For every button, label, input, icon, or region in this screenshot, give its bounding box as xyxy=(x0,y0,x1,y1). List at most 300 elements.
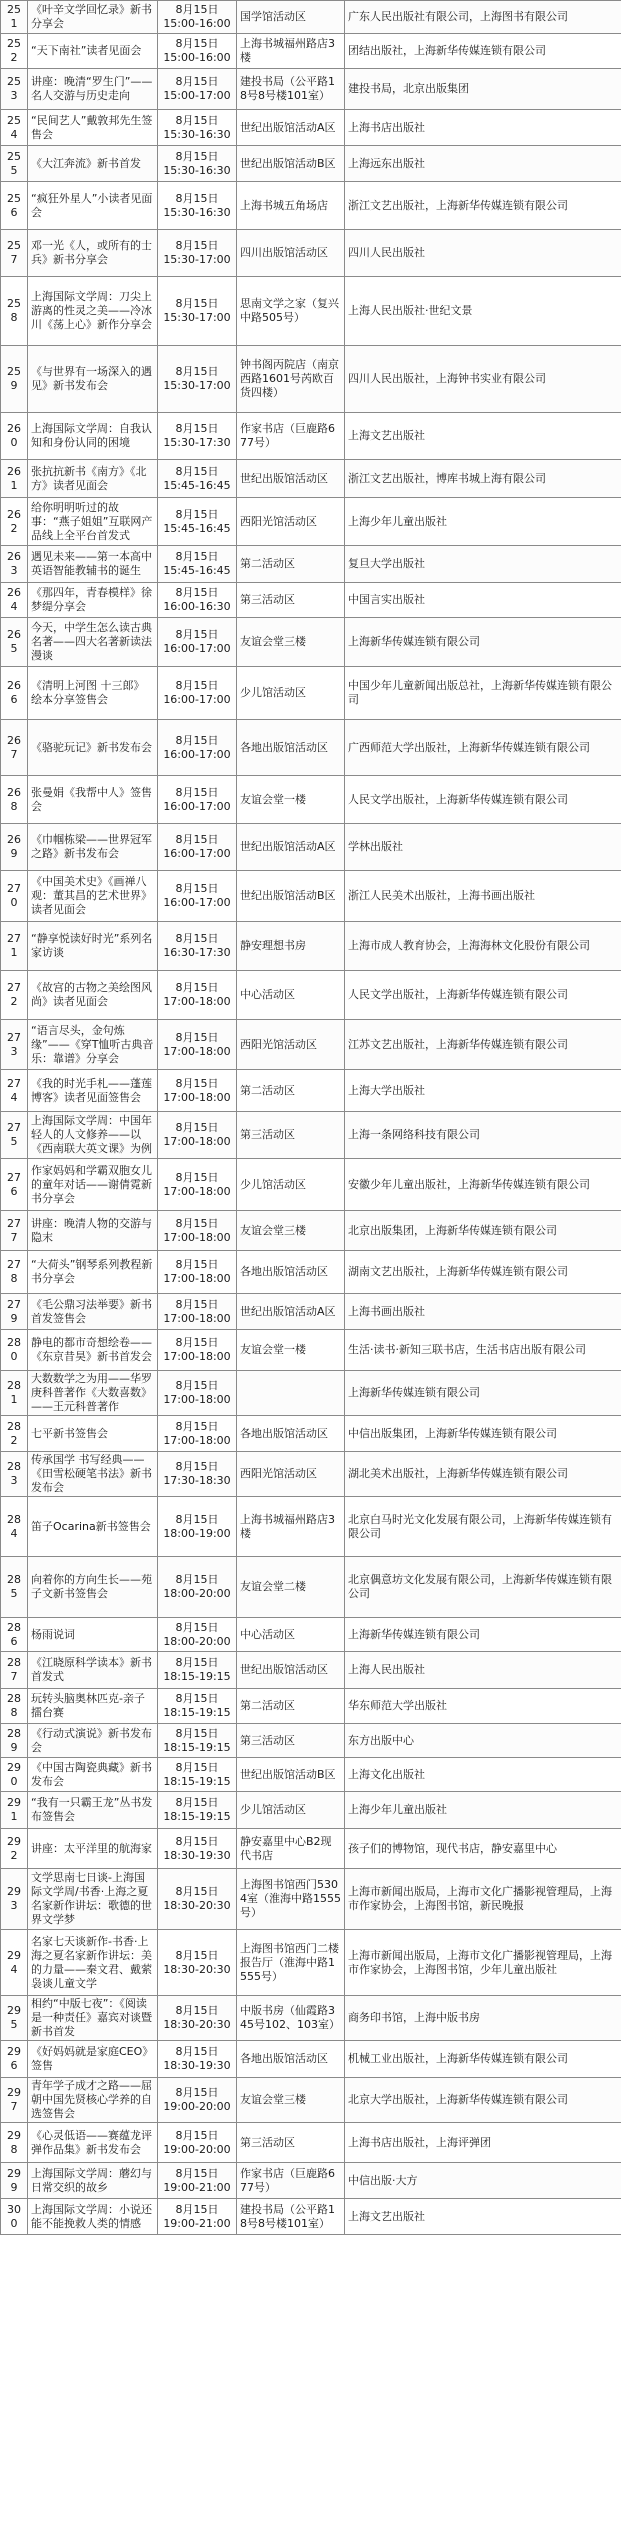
table-row xyxy=(1,1416,621,1452)
event-time: 18:00-20:00 xyxy=(163,1587,231,1600)
event-time: 15:30-17:00 xyxy=(163,253,231,266)
event-time: 16:30-17:30 xyxy=(163,946,231,959)
event-date: 8月15日 xyxy=(175,37,219,50)
event-date: 8月15日 xyxy=(175,3,219,16)
table-row xyxy=(1,871,621,922)
event-time: 15:30-16:30 xyxy=(163,163,231,177)
row-number: 258 xyxy=(1,277,28,346)
event-title: 今天，中学生怎么读古典名著——四大名著新读法漫谈 xyxy=(28,618,158,667)
event-datetime xyxy=(158,871,237,922)
event-title: “大荷头”钢琴系列教程新书分享会 xyxy=(28,1251,158,1294)
table-row xyxy=(1,1,621,34)
row-number: 286 xyxy=(1,1618,28,1652)
event-organizer: 广西师范大学出版社，上海新华传媒连锁有限公司 xyxy=(345,720,621,776)
event-venue: 中心活动区 xyxy=(237,971,345,1020)
event-datetime xyxy=(158,1618,237,1652)
event-organizer: 复旦大学出版社 xyxy=(345,546,621,583)
event-time: 19:00-20:00 xyxy=(163,2100,231,2113)
event-date: 8月15日 xyxy=(175,75,219,88)
event-organizer: 北京大学出版社，上海新华传媒连锁有限公司 xyxy=(345,2078,621,2123)
event-time: 18:00-19:00 xyxy=(163,1526,231,1540)
event-datetime xyxy=(158,1112,237,1159)
event-date: 8月15日 xyxy=(175,2202,219,2216)
table-row xyxy=(1,2123,621,2163)
event-venue: 西阳光馆活动区 xyxy=(237,498,345,546)
table-row xyxy=(1,1497,621,1557)
event-date: 8月15日 xyxy=(175,1297,219,1311)
event-datetime xyxy=(158,277,237,346)
event-venue: 西阳光馆活动区 xyxy=(237,1452,345,1497)
event-organizer: 东方出版中心 xyxy=(345,1724,621,1758)
event-venue: 上海书城福州路店3楼 xyxy=(237,1497,345,1557)
event-organizer: 上海人民出版社·世纪文景 xyxy=(345,277,621,346)
event-organizer: 上海书店出版社，上海评弹团 xyxy=(345,2123,621,2163)
event-venue: 第二活动区 xyxy=(237,1689,345,1724)
event-datetime xyxy=(158,1159,237,1211)
row-number: 256 xyxy=(1,182,28,230)
event-venue: 国学馆活动区 xyxy=(237,1,345,34)
event-title: 上海国际文学周：小说还能不能挽救人类的情感 xyxy=(28,2199,158,2235)
row-number: 278 xyxy=(1,1251,28,1294)
event-time: 15:30-16:30 xyxy=(163,127,231,141)
event-time: 17:00-18:00 xyxy=(163,1135,231,1148)
event-organizer: 上海文艺出版社 xyxy=(345,2199,621,2235)
row-number: 295 xyxy=(1,1996,28,2041)
row-number: 264 xyxy=(1,583,28,618)
table-row xyxy=(1,1996,621,2041)
event-datetime xyxy=(158,1829,237,1869)
row-number: 281 xyxy=(1,1371,28,1416)
table-row xyxy=(1,413,621,460)
event-time: 17:00-18:00 xyxy=(163,1184,231,1198)
event-time: 18:15-19:15 xyxy=(163,1774,231,1788)
event-title: 大数数学之为用——华罗庚科普著作《大数喜数》——王元科普著作 xyxy=(28,1371,158,1416)
event-venue: 友谊会堂二楼 xyxy=(237,1557,345,1618)
event-date: 8月15日 xyxy=(175,239,219,252)
event-organizer: 人民文学出版社，上海新华传媒连锁有限公司 xyxy=(345,971,621,1020)
row-number: 276 xyxy=(1,1159,28,1211)
event-date: 8月15日 xyxy=(175,1948,219,1962)
event-time: 19:00-21:00 xyxy=(163,2180,231,2194)
event-organizer: 人民文学出版社，上海新华传媒连锁有限公司 xyxy=(345,776,621,824)
event-date: 8月15日 xyxy=(175,833,219,846)
event-organizer: 浙江文艺出版社，上海新华传媒连锁有限公司 xyxy=(345,182,621,230)
table-row xyxy=(1,1792,621,1829)
event-title: 《那四年，青春模样》徐梦缇分享会 xyxy=(28,583,158,618)
event-time: 16:00-17:00 xyxy=(163,799,231,813)
event-date: 8月15日 xyxy=(175,628,219,641)
row-number: 269 xyxy=(1,824,28,871)
table-row xyxy=(1,1869,621,1930)
table-row xyxy=(1,1652,621,1689)
event-datetime xyxy=(158,1371,237,1416)
event-datetime xyxy=(158,1758,237,1792)
row-number: 270 xyxy=(1,871,28,922)
event-datetime xyxy=(158,1869,237,1930)
event-time: 18:30-20:30 xyxy=(163,1962,231,1976)
table-row xyxy=(1,1251,621,1294)
event-date: 8月15日 xyxy=(175,550,219,563)
row-number: 292 xyxy=(1,1829,28,1869)
event-date: 8月15日 xyxy=(175,1834,219,1848)
table-row xyxy=(1,1330,621,1371)
table-row xyxy=(1,1557,621,1618)
event-date: 8月15日 xyxy=(175,1258,219,1271)
event-title: 《江晓原科学读本》新书首发式 xyxy=(28,1652,158,1689)
event-title: 邓一光《人，或所有的士兵》新书分享会 xyxy=(28,230,158,277)
row-number: 268 xyxy=(1,776,28,824)
event-venue: 钟书阁丙院店（南京西路1601号芮欧百货四楼） xyxy=(237,346,345,413)
event-title: 《与世界有一场深入的遇见》新书发布会 xyxy=(28,346,158,413)
event-organizer: 商务印书馆，上海中版书房 xyxy=(345,1996,621,2041)
event-title: “静享悦读好时光”系列名家访谈 xyxy=(28,922,158,971)
event-time: 18:15-19:15 xyxy=(163,1670,231,1683)
event-date: 8月15日 xyxy=(175,1030,219,1044)
table-row xyxy=(1,1618,621,1652)
event-time: 16:00-16:30 xyxy=(163,600,231,613)
event-time: 18:30-20:30 xyxy=(163,1899,231,1912)
event-datetime xyxy=(158,922,237,971)
row-number: 287 xyxy=(1,1652,28,1689)
table-row xyxy=(1,69,621,110)
event-venue: 第三活动区 xyxy=(237,2123,345,2163)
table-row xyxy=(1,1294,621,1330)
event-organizer: 中国言实出版社 xyxy=(345,583,621,618)
event-organizer: 中信出版·大方 xyxy=(345,2163,621,2199)
event-date: 8月15日 xyxy=(175,422,219,435)
table-row xyxy=(1,1930,621,1996)
row-number: 271 xyxy=(1,922,28,971)
event-datetime xyxy=(158,1070,237,1112)
event-title: 《毛公鼎习法举要》新书首发签售会 xyxy=(28,1294,158,1330)
event-title: 《故宫的古物之美绘图风尚》读者见面会 xyxy=(28,971,158,1020)
event-datetime xyxy=(158,971,237,1020)
table-row xyxy=(1,1452,621,1497)
row-number: 283 xyxy=(1,1452,28,1497)
row-number: 261 xyxy=(1,460,28,498)
event-organizer: 孩子们的博物馆，现代书店，静安嘉里中心 xyxy=(345,1829,621,1869)
event-date: 8月15日 xyxy=(175,2086,219,2099)
table-row xyxy=(1,1211,621,1251)
table-row xyxy=(1,618,621,667)
event-datetime xyxy=(158,2123,237,2163)
table-row xyxy=(1,2199,621,2235)
event-venue: 第三活动区 xyxy=(237,1112,345,1159)
event-date: 8月15日 xyxy=(175,1076,219,1090)
event-title: 相约“中版七夜”：《阅读是一种责任》嘉宾对谈暨新书首发 xyxy=(28,1996,158,2041)
event-title: 上海国际文学周：刀尖上游离的性灵之美——冷冰川《荡上心》新作分享会 xyxy=(28,277,158,346)
event-date: 8月15日 xyxy=(175,733,219,747)
event-title: 杨雨说词 xyxy=(28,1618,158,1652)
event-title: 名家七天谈新作-书香·上海之夏名家新作讲坛：美的力量——秦文君、戴萦袅谈儿童文学 xyxy=(28,1930,158,1996)
event-venue: 少儿馆活动区 xyxy=(237,1159,345,1211)
event-venue: 各地出版馆活动区 xyxy=(237,2041,345,2078)
event-date: 8月15日 xyxy=(175,1692,219,1705)
row-number: 267 xyxy=(1,720,28,776)
event-title: 七平新书签售会 xyxy=(28,1416,158,1452)
event-venue: 上海图书馆西门5304室（淮海中路1555号） xyxy=(237,1869,345,1930)
event-datetime xyxy=(158,346,237,413)
event-date: 8月15日 xyxy=(175,785,219,799)
row-number: 274 xyxy=(1,1070,28,1112)
event-title: 讲座：太平洋里的航海家 xyxy=(28,1829,158,1869)
event-organizer: 上海少年儿童出版社 xyxy=(345,498,621,546)
event-date: 8月15日 xyxy=(175,1760,219,1774)
event-datetime xyxy=(158,2041,237,2078)
event-datetime xyxy=(158,1792,237,1829)
event-date: 8月15日 xyxy=(175,464,219,478)
event-datetime xyxy=(158,583,237,618)
event-title: 上海国际文学周：蘑幻与日常交织的故乡 xyxy=(28,2163,158,2199)
event-datetime xyxy=(158,1416,237,1452)
row-number: 291 xyxy=(1,1792,28,1829)
table-row xyxy=(1,1689,621,1724)
row-number: 263 xyxy=(1,546,28,583)
event-time: 17:30-18:30 xyxy=(163,1474,231,1487)
event-title: 《好妈妈就是家庭CEO》签售 xyxy=(28,2041,158,2078)
event-datetime xyxy=(158,1930,237,1996)
event-organizer: 上海书画出版社 xyxy=(345,1294,621,1330)
event-time: 17:00-18:00 xyxy=(163,1044,231,1058)
event-datetime xyxy=(158,2163,237,2199)
row-number: 299 xyxy=(1,2163,28,2199)
event-title: 上海国际文学周：自我认知和身份认同的困境 xyxy=(28,413,158,460)
event-datetime xyxy=(158,2078,237,2123)
table-row xyxy=(1,546,621,583)
schedule-body xyxy=(1,1,621,2235)
row-number: 288 xyxy=(1,1689,28,1724)
row-number: 260 xyxy=(1,413,28,460)
event-venue: 世纪出版馆活动A区 xyxy=(237,1294,345,1330)
event-date: 8月15日 xyxy=(175,2166,219,2180)
event-venue: 建投书局（公平路18号8号楼101室） xyxy=(237,2199,345,2235)
event-title: 《中国美术史》《画禅八观：董其昌的艺术世界》读者见面会 xyxy=(28,871,158,922)
event-venue: 世纪出版馆活动A区 xyxy=(237,824,345,871)
event-venue: 世纪出版馆活动区 xyxy=(237,460,345,498)
event-organizer: 上海少年儿童出版社 xyxy=(345,1792,621,1829)
event-venue: 世纪出版馆活动B区 xyxy=(237,146,345,182)
event-venue: 作家书店（巨鹿路677号） xyxy=(237,2163,345,2199)
event-organizer: 浙江文艺出版社，博库书城上海有限公司 xyxy=(345,460,621,498)
table-row xyxy=(1,720,621,776)
event-organizer: 生活·读书·新知三联书店，生活书店出版有限公司 xyxy=(345,1330,621,1371)
row-number: 284 xyxy=(1,1497,28,1557)
event-title: 玩转头脑奥林匹克-亲子擂台赛 xyxy=(28,1689,158,1724)
event-date: 8月15日 xyxy=(175,2128,219,2142)
event-title: 传承国学 书写经典——《田雪松硬笔书法》新书发布会 xyxy=(28,1452,158,1497)
event-organizer: 上海新华传媒连锁有限公司 xyxy=(345,1618,621,1652)
row-number: 259 xyxy=(1,346,28,413)
event-time: 15:45-16:45 xyxy=(163,478,231,492)
event-date: 8月15日 xyxy=(175,149,219,163)
event-date: 8月15日 xyxy=(175,1573,219,1586)
event-organizer: 上海大学出版社 xyxy=(345,1070,621,1112)
event-organizer: 上海文艺出版社 xyxy=(345,413,621,460)
event-venue: 友谊会堂三楼 xyxy=(237,618,345,667)
event-title: 《行动式演说》新书发布会 xyxy=(28,1724,158,1758)
event-datetime xyxy=(158,1452,237,1497)
row-number: 282 xyxy=(1,1416,28,1452)
event-time: 15:45-16:45 xyxy=(163,521,231,535)
event-time: 16:00-17:00 xyxy=(163,747,231,761)
event-venue xyxy=(237,1371,345,1416)
event-title: 《巾帼栋梁——世界冠军之路》新书发布会 xyxy=(28,824,158,871)
event-date: 8月15日 xyxy=(175,1379,219,1392)
row-number: 296 xyxy=(1,2041,28,2078)
table-row xyxy=(1,1371,621,1416)
event-title: 《骆驼玩记》新书发布会 xyxy=(28,720,158,776)
event-venue: 中版书房（仙霞路345号102、103室） xyxy=(237,1996,345,2041)
table-row xyxy=(1,1070,621,1112)
event-venue: 友谊会堂一楼 xyxy=(237,776,345,824)
event-title: “疯狂外星人”小读者见面会 xyxy=(28,182,158,230)
event-venue: 中心活动区 xyxy=(237,1618,345,1652)
table-row xyxy=(1,1724,621,1758)
event-date: 8月15日 xyxy=(175,2004,219,2017)
event-datetime xyxy=(158,546,237,583)
event-time: 17:00-18:00 xyxy=(163,1230,231,1244)
event-datetime xyxy=(158,1211,237,1251)
table-row xyxy=(1,498,621,546)
row-number: 265 xyxy=(1,618,28,667)
event-title: 遇见未来——第一本高中英语智能教辅书的诞生 xyxy=(28,546,158,583)
table-row xyxy=(1,34,621,69)
event-time: 16:00-17:00 xyxy=(163,642,231,655)
event-title: 张曼娟《我帮中人》签售会 xyxy=(28,776,158,824)
event-organizer: 四川人民出版社 xyxy=(345,230,621,277)
event-time: 15:30-17:30 xyxy=(163,436,231,449)
row-number: 280 xyxy=(1,1330,28,1371)
event-datetime xyxy=(158,460,237,498)
event-venue: 作家书店（巨鹿路677号） xyxy=(237,413,345,460)
event-title: 《大江奔流》新书首发 xyxy=(28,146,158,182)
row-number: 279 xyxy=(1,1294,28,1330)
event-datetime xyxy=(158,1996,237,2041)
event-datetime xyxy=(158,2199,237,2235)
event-datetime xyxy=(158,1497,237,1557)
event-datetime xyxy=(158,618,237,667)
table-row xyxy=(1,2078,621,2123)
event-date: 8月15日 xyxy=(175,1419,219,1433)
row-number: 290 xyxy=(1,1758,28,1792)
event-datetime xyxy=(158,1557,237,1618)
event-time: 15:00-16:00 xyxy=(163,51,231,64)
table-row xyxy=(1,2163,621,2199)
table-row xyxy=(1,667,621,720)
event-organizer: 北京出版集团，上海新华传媒连锁有限公司 xyxy=(345,1211,621,1251)
event-venue: 友谊会堂一楼 xyxy=(237,1330,345,1371)
row-number: 253 xyxy=(1,69,28,110)
event-venue: 上海书城福州路店3楼 xyxy=(237,34,345,69)
event-datetime xyxy=(158,1330,237,1371)
event-time: 17:00-18:00 xyxy=(163,1350,231,1363)
row-number: 293 xyxy=(1,1869,28,1930)
event-venue: 建投书局（公平路18号8号楼101室） xyxy=(237,69,345,110)
event-date: 8月15日 xyxy=(175,365,219,378)
event-time: 18:00-20:00 xyxy=(163,1634,231,1648)
event-venue: 世纪出版馆活动B区 xyxy=(237,871,345,922)
event-organizer: 浙江人民美术出版社，上海书画出版社 xyxy=(345,871,621,922)
event-datetime xyxy=(158,1652,237,1689)
event-venue: 西阳光馆活动区 xyxy=(237,1020,345,1070)
event-time: 17:00-18:00 xyxy=(163,1272,231,1285)
event-venue: 思南文学之家（复兴中路505号） xyxy=(237,277,345,346)
event-organizer: 广东人民出版社有限公司，上海图书有限公司 xyxy=(345,1,621,34)
event-organizer: 四川人民出版社，上海钟书实业有限公司 xyxy=(345,346,621,413)
event-venue: 静安嘉里中心B2现代书店 xyxy=(237,1829,345,1869)
event-organizer: 中信出版集团，上海新华传媒连锁有限公司 xyxy=(345,1416,621,1452)
event-venue: 上海书城五角场店 xyxy=(237,182,345,230)
row-number: 255 xyxy=(1,146,28,182)
table-row xyxy=(1,824,621,871)
event-venue: 上海图书馆西门二楼报告厅（淮海中路1555号） xyxy=(237,1930,345,1996)
event-datetime xyxy=(158,34,237,69)
event-venue: 友谊会堂三楼 xyxy=(237,1211,345,1251)
event-organizer: 学林出版社 xyxy=(345,824,621,871)
event-title: 《心灵低语——赛蕴龙评弹作品集》新书发布会 xyxy=(28,2123,158,2163)
row-number: 272 xyxy=(1,971,28,1020)
table-row xyxy=(1,1758,621,1792)
event-time: 16:00-17:00 xyxy=(163,693,231,706)
event-venue: 世纪出版馆活动B区 xyxy=(237,1758,345,1792)
event-title: 《叶辛文学回忆录》新书分享会 xyxy=(28,1,158,34)
event-title: 向着你的方向生长——苑子文新书签售会 xyxy=(28,1557,158,1618)
table-row xyxy=(1,971,621,1020)
event-venue: 四川出版馆活动区 xyxy=(237,230,345,277)
event-title: 讲座：晚清“罗生门”——名人交游与历史走向 xyxy=(28,69,158,110)
event-date: 8月15日 xyxy=(175,679,219,692)
row-number: 257 xyxy=(1,230,28,277)
event-time: 16:00-17:00 xyxy=(163,847,231,860)
table-row xyxy=(1,277,621,346)
event-organizer: 湖南文艺出版社，上海新华传媒连锁有限公司 xyxy=(345,1251,621,1294)
event-title: 青年学子成才之路——屈朝中国先贤核心学养的自选签售会 xyxy=(28,2078,158,2123)
event-time: 15:30-16:30 xyxy=(163,205,231,219)
event-datetime xyxy=(158,776,237,824)
event-title: 静电的都市奇想绘卷——《东京昔昊》新书首发会 xyxy=(28,1330,158,1371)
event-date: 8月15日 xyxy=(175,1885,219,1898)
event-time: 15:30-17:00 xyxy=(163,311,231,324)
event-date: 8月15日 xyxy=(175,1336,219,1349)
row-number: 275 xyxy=(1,1112,28,1159)
event-title: 笛子Ocarina新书签售会 xyxy=(28,1497,158,1557)
event-time: 18:30-19:30 xyxy=(163,1848,231,1862)
event-datetime xyxy=(158,182,237,230)
event-organizer: 上海一条网络科技有限公司 xyxy=(345,1112,621,1159)
row-number: 262 xyxy=(1,498,28,546)
event-organizer: 上海市新闻出版局，上海市文化广播影视管理局，上海市作家协会，上海图书馆，新民晚报 xyxy=(345,1869,621,1930)
event-title: “语言尽头，金句炼缘”——《穿T恤听古典音乐：靠谱》分享会 xyxy=(28,1020,158,1070)
row-number: 251 xyxy=(1,1,28,34)
event-title: “我有一只霸王龙”丛书发布签售会 xyxy=(28,1792,158,1829)
event-venue: 各地出版馆活动区 xyxy=(237,1416,345,1452)
event-title: 《中国古陶瓷典藏》新书发布会 xyxy=(28,1758,158,1792)
table-row xyxy=(1,583,621,618)
event-venue: 世纪出版馆活动A区 xyxy=(237,110,345,146)
event-time: 18:30-19:30 xyxy=(163,2059,231,2072)
event-datetime xyxy=(158,146,237,182)
event-organizer: 建投书局，北京出版集团 xyxy=(345,69,621,110)
event-datetime xyxy=(158,720,237,776)
event-date: 8月15日 xyxy=(175,507,219,521)
event-venue: 少儿馆活动区 xyxy=(237,1792,345,1829)
event-venue: 第三活动区 xyxy=(237,583,345,618)
row-number: 252 xyxy=(1,34,28,69)
event-time: 17:00-18:00 xyxy=(163,1393,231,1406)
event-date: 8月15日 xyxy=(175,1620,219,1634)
event-datetime xyxy=(158,1724,237,1758)
event-datetime xyxy=(158,1294,237,1330)
